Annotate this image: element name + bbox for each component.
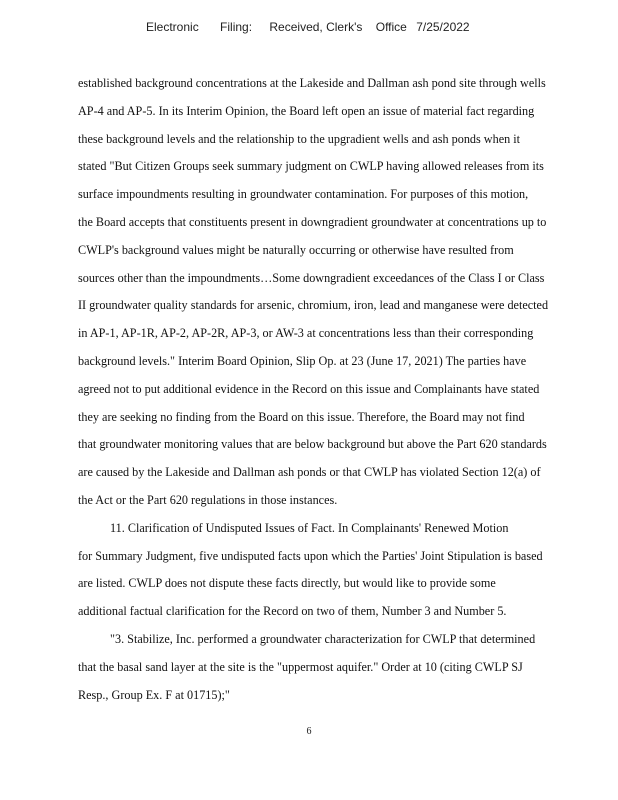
- text-line: surface impoundments resulting in groundwater contamination. For purposes of this motion,: [78, 187, 529, 202]
- quote-line: that the basal sand layer at the site is the "uppermost aquifer." Order at 10 (citing CWLP SJ: [78, 659, 523, 674]
- header-received: Received, Clerk's: [269, 20, 363, 34]
- quote-line: "3. Stabilize, Inc. performed a groundwater characterization for CWLP that determined: [110, 631, 536, 646]
- paragraph-11-line: are listed. CWLP does not dispute these facts directly, but would like to provide some: [78, 576, 496, 591]
- text-line: AP-4 and AP-5. In its Interim Opinion, the Board left open an issue of material fact regarding: [78, 103, 535, 118]
- text-line: they are seeking no finding from the Board on this issue. Therefore, the Board may not find: [78, 409, 525, 424]
- text-line: stated "But Citizen Groups seek summary judgment on CWLP having allowed releases from its: [78, 159, 544, 174]
- text-line: agreed not to put additional evidence in the Record on this issue and Complainants have stated: [78, 381, 540, 396]
- text-line: established background concentrations at the Lakeside and Dallman ash pond site through wells: [78, 76, 546, 90]
- text-line: that groundwater monitoring values that are below background but above the Part 620 standards: [78, 437, 547, 452]
- header-filing: Filing:: [220, 20, 253, 34]
- text-line: are caused by the Lakeside and Dallman ash ponds or that CWLP has violated Section 12(a) of: [78, 465, 541, 480]
- page-number: 6: [306, 726, 312, 737]
- text-line: these background levels and the relationship to the upgradient wells and ash ponds when it: [78, 131, 521, 146]
- document-body: [78, 70, 604, 709]
- efiling-header: [146, 20, 566, 34]
- paragraph-11-line: for Summary Judgment, five undisputed facts upon which the Parties' Joint Stipulation is based: [78, 548, 543, 563]
- quote-line: Resp., Group Ex. F at 01715);": [78, 687, 230, 702]
- header-date: 7/25/2022: [416, 20, 470, 34]
- text-line: in AP-1, AP-1R, AP-2, AP-2R, AP-3, or AW-3 at concentrations less than their corresponding: [78, 326, 534, 341]
- text-line: sources other than the impoundments…Some downgradient exceedances of the Class I or Class: [78, 270, 545, 285]
- text-line: CWLP's background values might be naturally occurring or otherwise have resulted from: [78, 242, 514, 257]
- text-line: II groundwater quality standards for arsenic, chromium, iron, lead and manganese were detected: [78, 298, 549, 313]
- paragraph-11-line: additional factual clarification for the Record on two of them, Number 3 and Number 5.: [78, 604, 507, 619]
- paragraph-11-line: 11. Clarification of Undisputed Issues of Fact. In Complainants' Renewed Motion: [110, 520, 509, 535]
- header-office: Office: [375, 20, 407, 34]
- text-line: the Board accepts that constituents present in downgradient groundwater at concentrations up to: [78, 214, 547, 229]
- header-electronic: Electronic: [146, 20, 199, 34]
- text-line: the Act or the Part 620 regulations in those instances.: [78, 492, 338, 507]
- text-line: background levels." Interim Board Opinion, Slip Op. at 23 (June 17, 2021) The parties have: [78, 353, 527, 368]
